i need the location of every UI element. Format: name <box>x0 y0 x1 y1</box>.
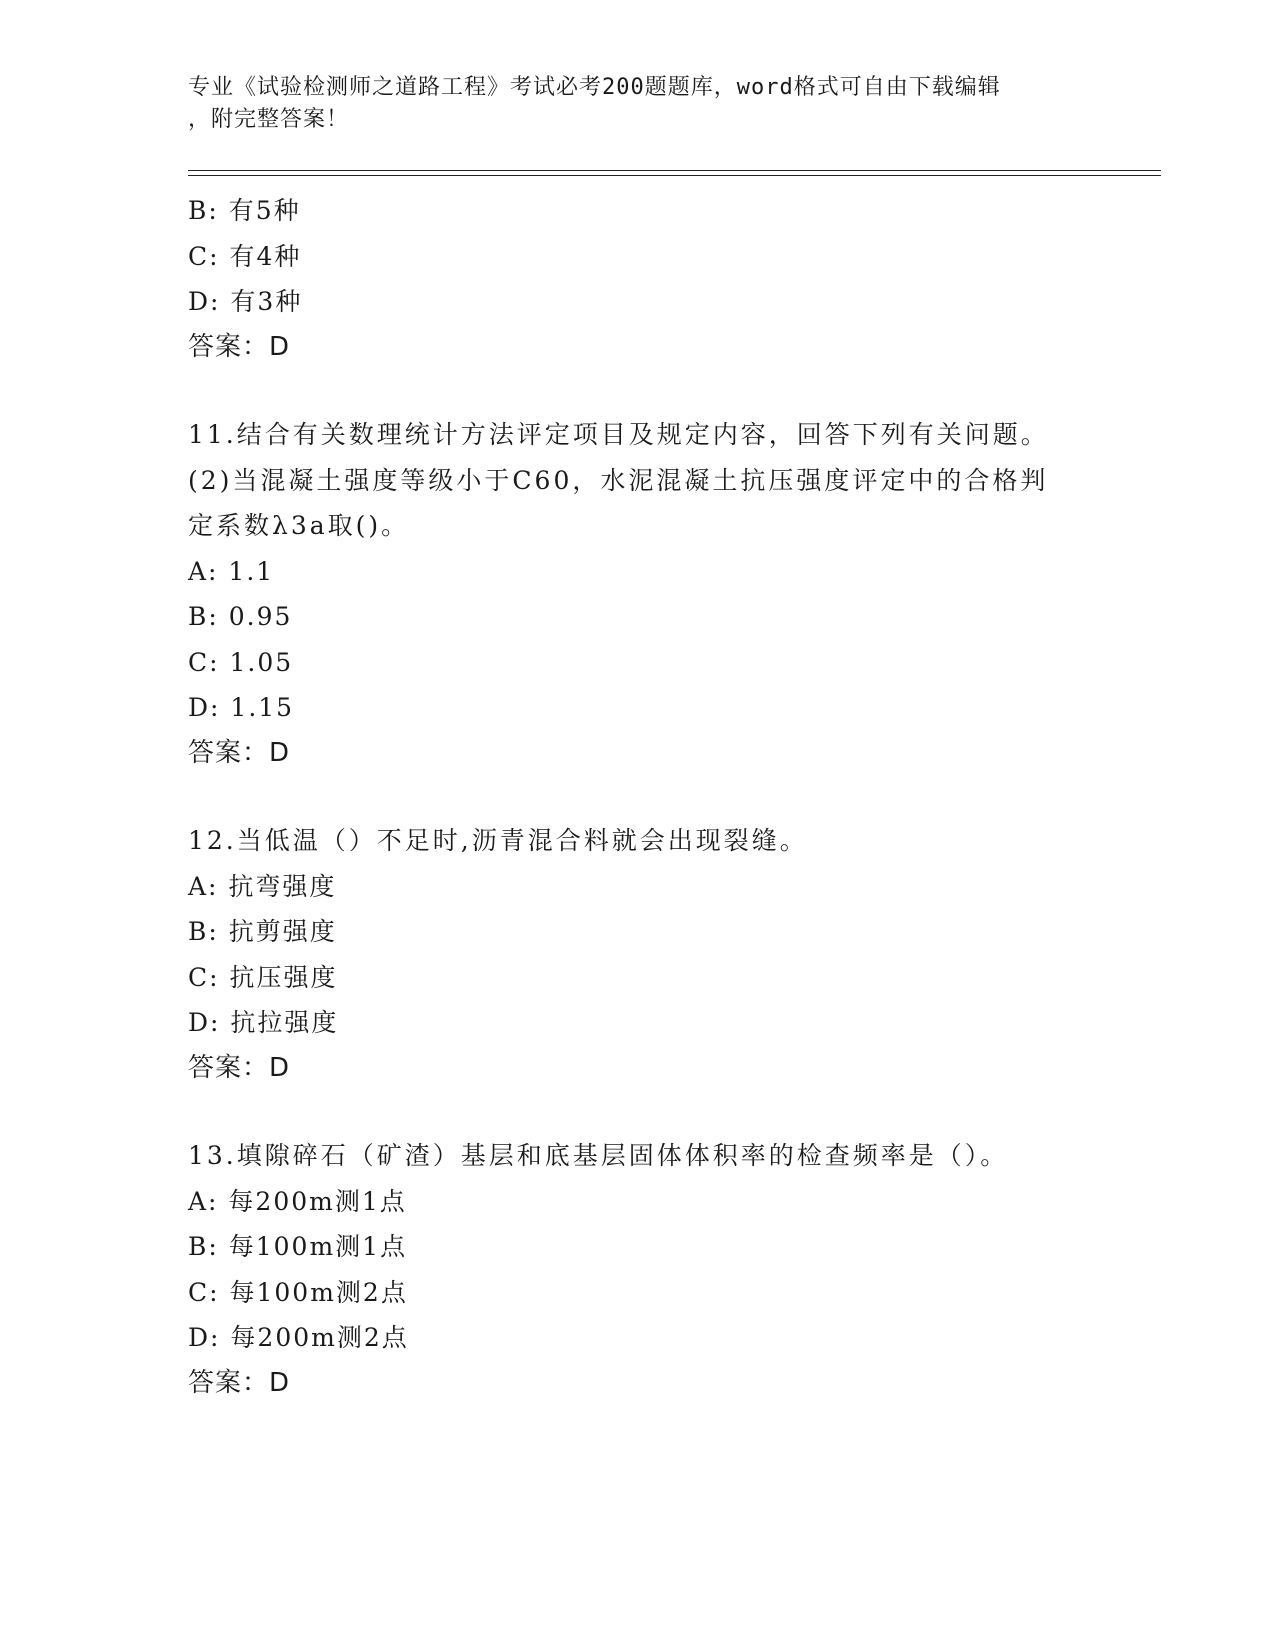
option-d: D: 每200m测2点 <box>188 1323 409 1352</box>
answer-label: 答案：D <box>188 1052 291 1083</box>
option-b: B: 0.95 <box>188 602 293 631</box>
option-b: B: 抗剪强度 <box>188 917 337 946</box>
question-10 <box>188 188 1088 370</box>
spacer <box>188 776 1088 818</box>
header-title-line-1: 专业《试验检测师之道路工程》考试必考200题题库，word格式可自由下载编辑 <box>188 75 1001 100</box>
option-a: A: 1.1 <box>188 556 275 586</box>
question-list <box>188 188 1088 1406</box>
option-b: B: 有5种 <box>188 196 301 225</box>
option-d: D: 1.15 <box>188 693 295 722</box>
answer-label: 答案：D <box>188 1367 291 1398</box>
option-b: B: 每100m测1点 <box>188 1232 408 1261</box>
stem-line: (2)当混凝土强度等级小于C60，水泥混凝土抗压强度评定中的合格判 <box>188 465 1049 495</box>
option-a: A: 每200m测1点 <box>188 1186 407 1216</box>
answer-label: 答案：D <box>188 737 291 768</box>
question-12 <box>188 818 1088 1091</box>
header-title-line-2: ，附完整答案！ <box>188 107 350 132</box>
option-c: C: 有4种 <box>188 241 302 271</box>
header-rule-bottom <box>188 175 1161 176</box>
option-c: C: 1.05 <box>188 647 294 677</box>
header-rule-top <box>188 170 1161 171</box>
answer-label: 答案：D <box>188 331 291 362</box>
option-a: A: 抗弯强度 <box>188 871 337 901</box>
option-d: D: 抗拉强度 <box>188 1008 339 1037</box>
question-stem <box>188 1133 1088 1179</box>
stem-line: 13.填隙碎石（矿渣）基层和底基层固体体积率的检查频率是（）。 <box>188 1141 1009 1170</box>
option-c: C: 抗压强度 <box>188 962 338 992</box>
stem-line: 12.当低温（）不足时,沥青混合料就会出现裂缝。 <box>188 826 808 855</box>
question-13 <box>188 1133 1088 1406</box>
stem-line: 11.结合有关数理统计方法评定项目及规定内容，回答下列有关问题。 <box>188 420 1049 449</box>
spacer <box>188 370 1088 412</box>
question-stem <box>188 412 1088 549</box>
page-header <box>188 72 1088 136</box>
question-11 <box>188 412 1088 776</box>
spacer <box>188 1091 1088 1133</box>
stem-line: 定系数λ3a取()。 <box>188 511 410 540</box>
option-c: C: 每100m测2点 <box>188 1277 408 1307</box>
option-d: D: 有3种 <box>188 287 303 316</box>
question-stem <box>188 818 1088 864</box>
